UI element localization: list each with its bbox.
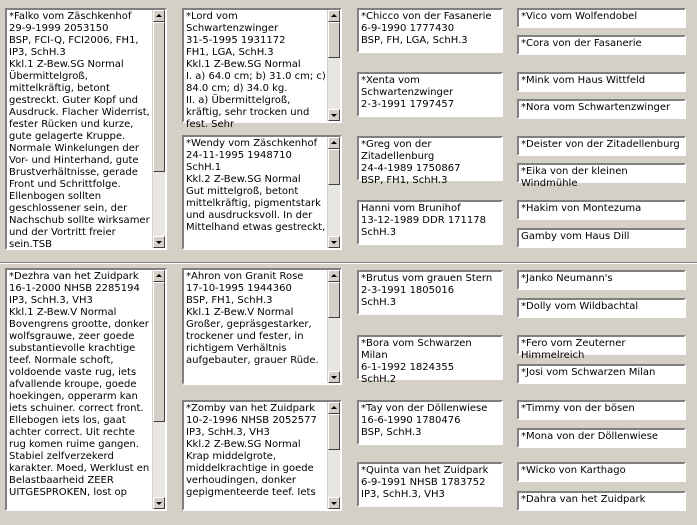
scroll-thumb[interactable]	[328, 414, 340, 450]
scroll-up-arrow-icon[interactable]	[328, 402, 340, 414]
scroll-up-arrow-icon[interactable]	[328, 270, 340, 282]
scrollbar[interactable]	[327, 137, 340, 248]
ancestor-g4-15[interactable]	[517, 462, 686, 482]
ancestor-g3-2-text: *Xenta vom Schwartenzwinger 2-3-1991 1797457	[361, 75, 455, 110]
ancestor-g4-16-text: *Dahra van het Zuidpark	[521, 494, 646, 505]
ancestor-g4-12[interactable]	[517, 364, 686, 384]
ancestor-g3-2[interactable]	[357, 72, 503, 117]
granddam-paternal-text: *Wendy vom Zäschkenhof 24-11-1995 1948710 SchH.1 Kkl.2 Z-Bew.SG Normal Gut mittelgroß, betont mittelkräftig, pigmentstark und ausdrucksvoll. In der Mittelhand etwas gestreckt,	[186, 138, 326, 233]
ancestor-g3-7-text: *Tay von der Döllenwiese 16-6-1990 1780476 BSP, SchH.3	[361, 403, 488, 438]
scroll-up-arrow-icon[interactable]	[153, 270, 165, 282]
ancestor-g3-1[interactable]	[357, 8, 503, 53]
ancestor-g3-6[interactable]	[357, 335, 503, 385]
scroll-down-arrow-icon[interactable]	[328, 109, 340, 121]
granddam-maternal-text: *Zomby van het Zuidpark 10-2-1996 NHSB 2052577 IP3, SchH.3, VH3 Kkl.2 Z-Bew.SG Normal Krap middelgrote, middelkrachtige in goede verhoudingen, donker gepigmenteerde teef. Iets	[186, 403, 317, 498]
grandsire-paternal-field[interactable]	[182, 8, 342, 130]
granddam-paternal-field[interactable]	[182, 135, 342, 250]
ancestor-g3-5[interactable]	[357, 270, 503, 315]
ancestor-g4-2[interactable]	[517, 35, 686, 55]
scroll-down-arrow-icon[interactable]	[328, 236, 340, 248]
ancestor-g4-7[interactable]	[517, 200, 686, 220]
scroll-up-arrow-icon[interactable]	[153, 10, 165, 22]
ancestor-g4-6-text: *Eika von der kleinen Windmühle	[521, 166, 628, 189]
ancestor-g4-5-text: *Deister von der Zitadellenburg	[521, 139, 680, 150]
ancestor-g4-10-text: *Dolly vom Wildbachtal	[521, 301, 639, 312]
scroll-thumb[interactable]	[153, 22, 165, 172]
scrollbar[interactable]	[327, 402, 340, 509]
ancestor-g4-14-text: *Mona von der Döllenwiese	[521, 431, 659, 442]
scroll-down-arrow-icon[interactable]	[328, 497, 340, 509]
ancestor-g4-8-text: Gamby vom Haus Dill	[521, 231, 630, 242]
scroll-thumb[interactable]	[328, 22, 340, 58]
ancestor-g3-4-text: Hanni vom Brunihof 13-12-1989 DDR 171178 SchH.3	[361, 203, 486, 238]
dam-field[interactable]	[5, 268, 167, 511]
ancestor-g4-3[interactable]	[517, 72, 686, 92]
ancestor-g3-3-text: *Greg von der Zitadellenburg 24-4-1989 1750867 BSP, FH1, SchH.3	[361, 139, 461, 186]
ancestor-g4-3-text: *Mink vom Haus Wittfeld	[521, 75, 646, 86]
ancestor-g3-5-text: *Brutus vom grauen Stern 2-3-1991 1805016 SchH.3	[361, 273, 493, 308]
ancestor-g4-15-text: *Wicko von Karthago	[521, 465, 626, 476]
ancestor-g4-4-text: *Nora vom Schwartenzwinger	[521, 102, 671, 113]
scrollbar[interactable]	[327, 10, 340, 121]
ancestor-g4-2-text: *Cora von der Fasanerie	[521, 38, 642, 49]
scroll-up-arrow-icon[interactable]	[328, 10, 340, 22]
ancestor-g4-6[interactable]	[517, 163, 686, 189]
scroll-thumb[interactable]	[328, 282, 340, 318]
ancestor-g3-6-text: *Bora vom Schwarzen Milan 6-1-1992 1824355 SchH.2	[361, 338, 472, 385]
ancestor-g4-8[interactable]	[517, 228, 686, 248]
ancestor-g4-1[interactable]	[517, 8, 686, 28]
ancestor-g3-8[interactable]	[357, 462, 503, 507]
scroll-up-arrow-icon[interactable]	[328, 137, 340, 149]
ancestor-g4-16[interactable]	[517, 491, 686, 511]
ancestor-g4-10[interactable]	[517, 298, 686, 318]
ancestor-g3-1-text: *Chicco von der Fasanerie 6-9-1990 1777430 BSP, FH, LGA, SchH.3	[361, 11, 492, 46]
ancestor-g4-9[interactable]	[517, 270, 686, 290]
ancestor-g4-1-text: *Vico vom Wolfendobel	[521, 11, 638, 22]
granddam-maternal-field[interactable]	[182, 400, 342, 511]
ancestor-g4-11-text: *Fero vom Zeuterner Himmelreich	[521, 338, 626, 361]
sire-text: *Falko vom Zäschkenhof 29-9-1999 2053150 BSP, FCI-Q, FCI2006, FH1, IP3, SchH.3 Kkl.1 Z-Bew.SG Normal Übermittelgroß, mittelkräftig, betont gestreckt. Guter Kopf und Ausdruck. Flacher Widerrist, fester Rücken und kurze, gute gelagerte Kruppe. Normale Winkelungen der Vor- und Hinterhand, gute Brustverhältnisse, gerade Front und Schrittfolge. Ellenbogen sollten geschlossener sein, der Nachschub sollte wirksamer und der Vortritt freier sein.TSB	[9, 11, 150, 250]
ancestor-g4-11[interactable]	[517, 335, 686, 361]
scrollbar[interactable]	[327, 270, 340, 383]
scroll-down-arrow-icon[interactable]	[328, 371, 340, 383]
ancestor-g3-4[interactable]	[357, 200, 503, 245]
sire-field[interactable]	[5, 8, 167, 250]
grandsire-maternal-field[interactable]	[182, 268, 342, 385]
ancestor-g3-7[interactable]	[357, 400, 503, 445]
generation-divider	[0, 262, 697, 264]
ancestor-g4-4[interactable]	[517, 99, 686, 119]
dam-text: *Dezhra van het Zuidpark 16-1-2000 NHSB 2285194 IP3, SchH.3, VH3 Kkl.1 Z-Bew.V Normal Bovengrens grootte, donker wolfsgrauwe, zeer goede substantievolle krachtige teef. Normale schoft, voldoende vaste rug, iets afvallende kroupe, goede hoekingen, opperarm kan iets schuiner. correct front. Ellebogen iets los, gaat achter correct. Uit rechte rug komen ruime gangen. Stabiel zelfverzekerd karakter. Moed, Werklust en Belastbaarheid ZEER UITGESPROKEN, lost op	[9, 271, 150, 498]
grandsire-maternal-text: *Ahron von Granit Rose 17-10-1995 1944360 BSP, FH1, SchH.3 Kkl.1 Z-Bew.V Normal Großer, gepräsgestarker, trockener und fester, in richtigem Verhältnis aufgebauter, grauer Rüde.	[186, 271, 319, 366]
scroll-down-arrow-icon[interactable]	[153, 236, 165, 248]
dam-scrollbar[interactable]	[152, 270, 165, 509]
ancestor-g3-3[interactable]	[357, 136, 503, 186]
grandsire-paternal-text: *Lord vom Schwartenzwinger 31-5-1995 1931172 FH1, LGA, SchH.3 Kkl.1 Z-Bew.SG Normal I. a) 64.0 cm; b) 31.0 cm; c) 84.0 cm; d) 34.0 kg. II. a) Übermittelgroß, kräftig, sehr trocken und fest. Sehr	[186, 11, 326, 130]
ancestor-g4-13[interactable]	[517, 400, 686, 420]
ancestor-g4-9-text: *Janko Neumann's	[521, 273, 613, 284]
ancestor-g4-13-text: *Timmy von der bösen	[521, 403, 635, 414]
ancestor-g4-14[interactable]	[517, 428, 686, 448]
ancestor-g4-12-text: *Josi vom Schwarzen Milan	[521, 367, 656, 378]
sire-scrollbar[interactable]	[152, 10, 165, 248]
scroll-down-arrow-icon[interactable]	[153, 497, 165, 509]
ancestor-g3-8-text: *Quinta van het Zuidpark 6-9-1991 NHSB 1783752 IP3, SchH.3, VH3	[361, 465, 489, 500]
scroll-thumb[interactable]	[328, 149, 340, 185]
scroll-thumb[interactable]	[153, 282, 165, 422]
ancestor-g4-5[interactable]	[517, 136, 686, 156]
ancestor-g4-7-text: *Hakim von Montezuma	[521, 203, 642, 214]
